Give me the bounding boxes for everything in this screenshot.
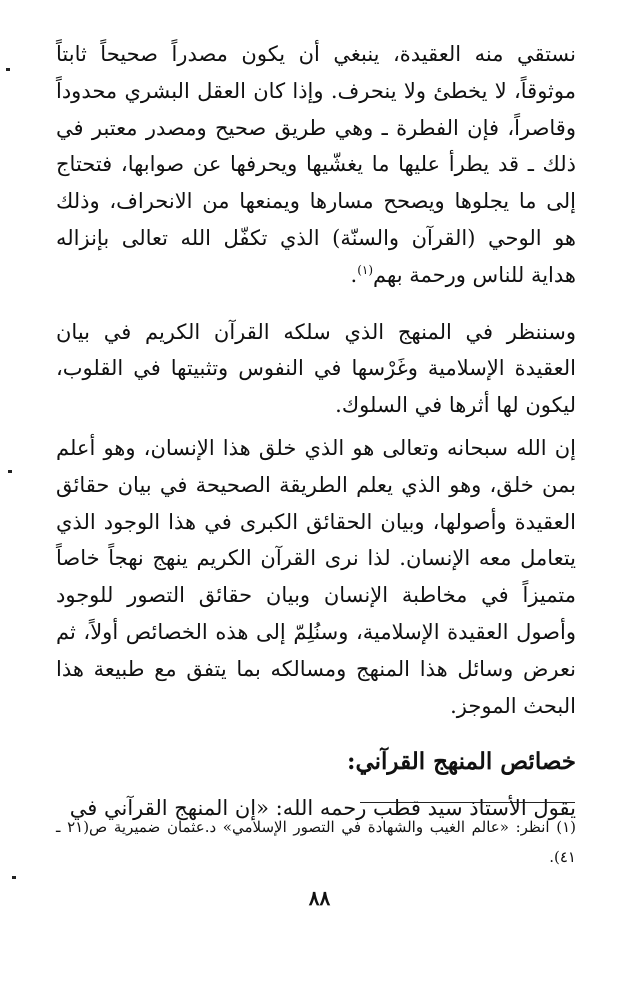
footnote-reference: (١) bbox=[357, 262, 374, 277]
paragraph-1-end: . bbox=[350, 262, 358, 287]
scan-speck bbox=[8, 470, 12, 473]
section-heading: خصائص المنهج القرآني: bbox=[346, 748, 576, 776]
footnote-divider bbox=[360, 802, 575, 803]
paragraph-2: وسننظر في المنهج الذي سلكه القرآن الكريم في بيان العقيدة الإسلامية وغَرْسها في النفوس وتثبيتها في القلوب، ليكون لها أثرها في السلوك. bbox=[56, 319, 576, 418]
scan-speck bbox=[12, 876, 16, 879]
paragraph-3: إن الله سبحانه وتعالى هو الذي خلق هذا الإنسان، وهو أعلم بمن خلق، وهو الذي يعلم الطريقة الصحيحة في بيان حقائق العقيدة وأصولها، وبيان الحقائق الكبرى في هذا الوجود الذي يتعامل معه الإنسان. لذا نرى القرآن الكريم ينهج نهجاً خاصاً متميزاً في مخاطبة الإنسان وبيان حقائق التصور للوجود وأصول العقيدة الإسلامية، وسنُلِمّ إلى هذه الخصائص أولاً، ثم نعرض وسائل هذا المنهج ومسالكه بما يتفق مع طبيعة هذا البحث الموجز. bbox=[56, 435, 576, 718]
paragraph-1-text: نستقي منه العقيدة، ينبغي أن يكون مصدراً صحيحاً ثابتاً موثوقاً، لا يخطئ ولا ينحرف. وإذا كان العقل البشري محدوداً وقاصراً، فإن الفطرة ـ وهي طريق صحيح ومصدر معتبر في ذلك ـ قد يطرأ عليها ما يغشّيها ويحرفها عن صوابها، فتحتاج إلى ما يجلوها ويصحح مسارها ويمنعها من الانحراف، وذلك هو الوحي (القرآن والسنّة) الذي تكفّل الله تعالى بإنزاله هداية للناس ورحمة بهم bbox=[56, 42, 576, 287]
page-number: ٨٨ bbox=[308, 886, 331, 910]
page-body bbox=[56, 36, 576, 827]
footnote: (١) انظر: «عالم الغيب والشهادة في التصور الإسلامي» د.عثمان ضميرية ص(٢١ ـ ٤١). bbox=[56, 818, 576, 866]
paragraph-1 bbox=[56, 36, 576, 294]
scan-speck bbox=[6, 68, 10, 71]
paragraph-4: يقول الأستاذ سيد قطب رحمه الله: «إن المنهج القرآني في bbox=[69, 796, 576, 821]
